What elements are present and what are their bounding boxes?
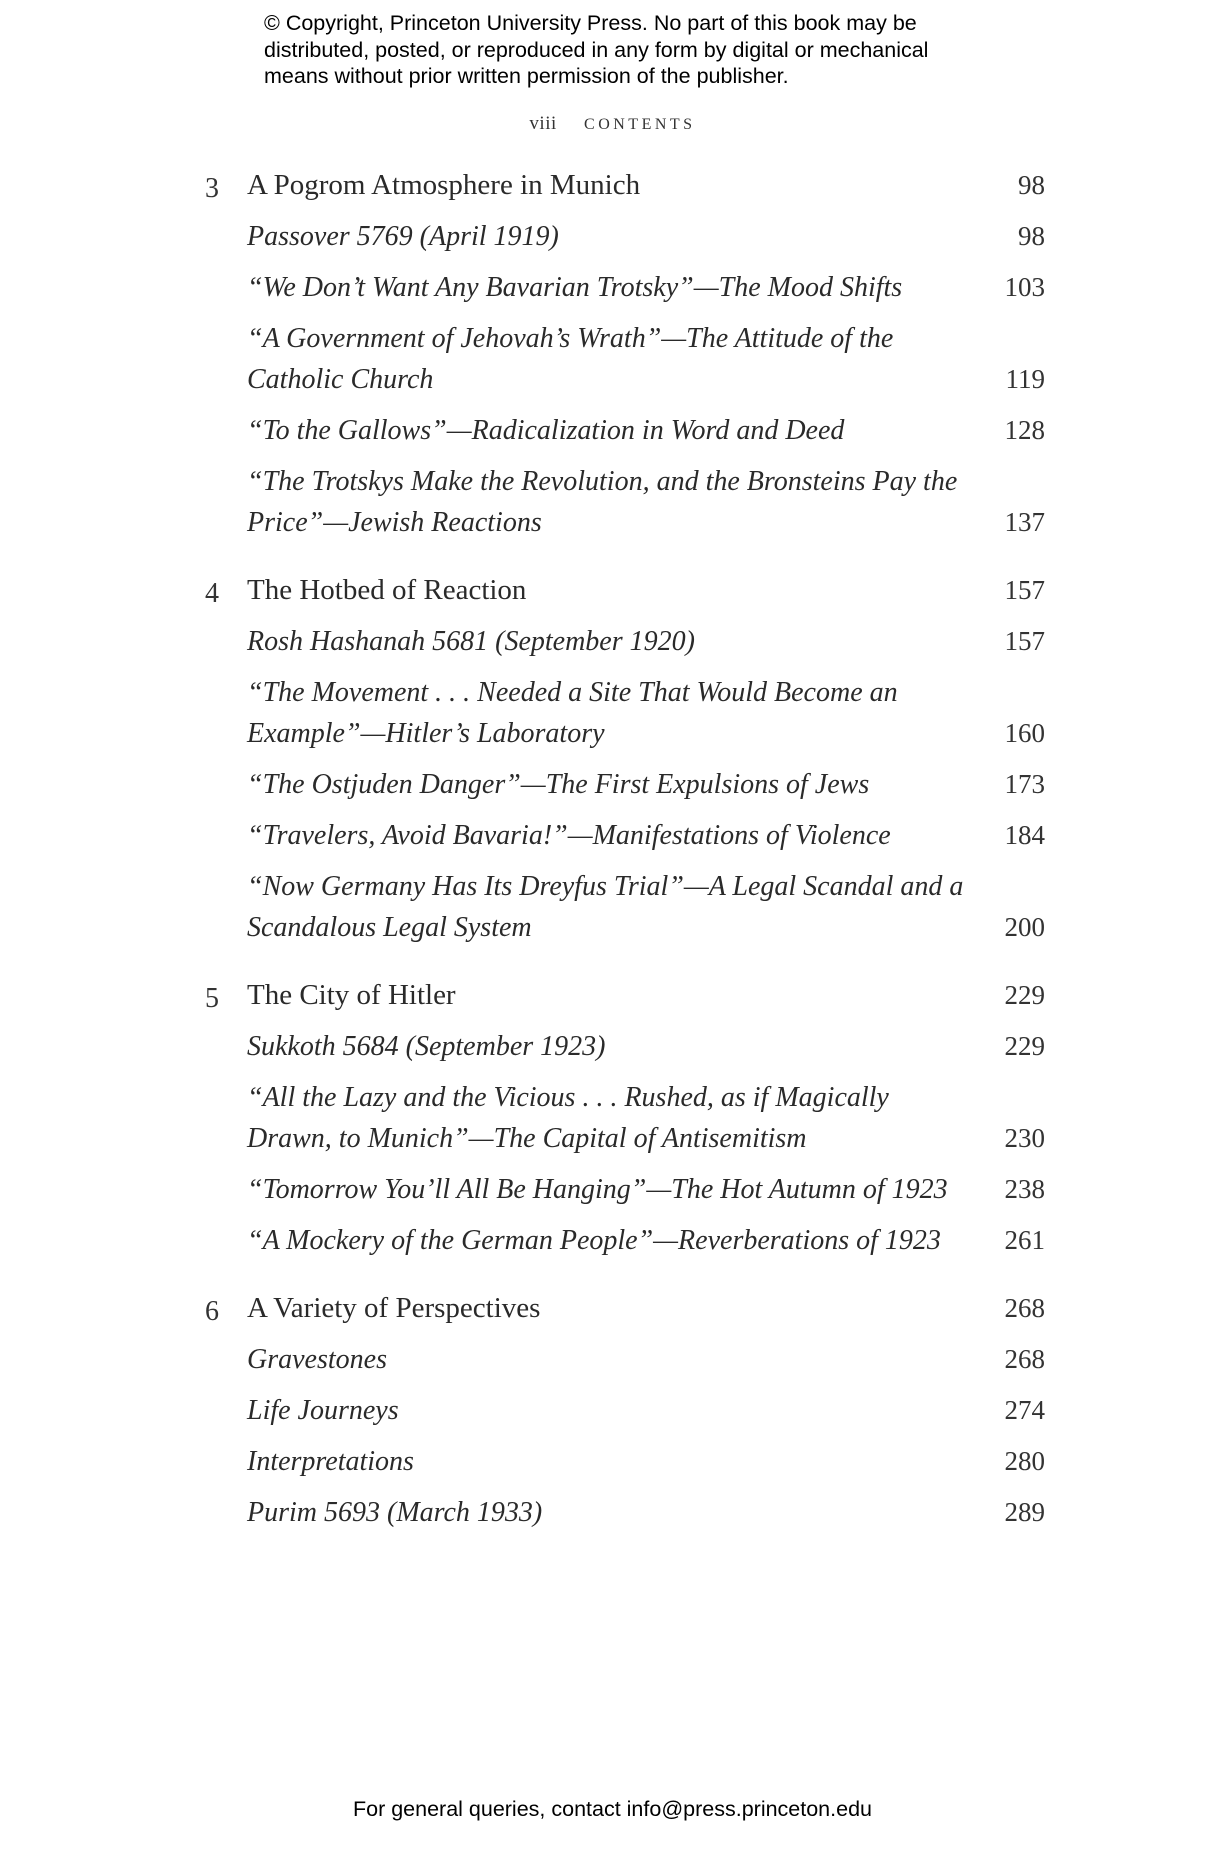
chapter-title: A Pogrom Atmosphere in Munich xyxy=(247,169,641,201)
section-row xyxy=(205,1441,1045,1482)
section-row xyxy=(205,318,1045,400)
chapter-number: 3 xyxy=(205,173,219,204)
section-title: “A Government of Jehovah’s Wrath”—The Attitude of the Catholic Church xyxy=(247,323,894,395)
page-number: 280 xyxy=(1004,1446,1045,1476)
section-row xyxy=(205,621,1045,662)
page-number: 261 xyxy=(1004,1225,1045,1255)
section-title: “The Ostjuden Danger”—The First Expulsions of Jews xyxy=(247,769,870,800)
chapter-title: The Hotbed of Reaction xyxy=(247,574,527,606)
running-head-title: CONTENTS xyxy=(584,116,696,133)
page-number: 230 xyxy=(1004,1123,1045,1153)
section-title: Sukkoth 5684 (September 1923) xyxy=(247,1031,606,1062)
chapter-3 xyxy=(205,165,1045,543)
page-number: 157 xyxy=(1004,575,1045,605)
section-row xyxy=(205,267,1045,308)
chapter-5 xyxy=(205,975,1045,1261)
section-title: “The Movement . . . Needed a Site That Would Become an Example”—Hitler’s Laboratory xyxy=(247,677,898,749)
page-number: 268 xyxy=(1004,1293,1045,1323)
section-row xyxy=(205,216,1045,257)
section-title: “A Mockery of the German People”—Reverberations of 1923 xyxy=(247,1225,941,1256)
section-row xyxy=(205,410,1045,451)
page-number: 200 xyxy=(1004,912,1045,942)
section-row xyxy=(205,1492,1045,1533)
section-row xyxy=(205,1220,1045,1261)
page-number: 173 xyxy=(1004,769,1045,799)
page-number: 238 xyxy=(1004,1174,1045,1204)
table-of-contents xyxy=(205,165,1045,1560)
section-title: Gravestones xyxy=(247,1344,387,1375)
section-title: “We Don’t Want Any Bavarian Trotsky”—The Mood Shifts xyxy=(247,272,903,303)
page-number: 268 xyxy=(1004,1344,1045,1374)
chapter-title: The City of Hitler xyxy=(247,979,456,1011)
section-title: Life Journeys xyxy=(247,1395,399,1426)
section-row xyxy=(205,1026,1045,1067)
section-row xyxy=(205,672,1045,754)
chapter-row xyxy=(205,165,1045,206)
chapter-4 xyxy=(205,570,1045,948)
page-number: 128 xyxy=(1004,415,1045,445)
page-number: 229 xyxy=(1004,1031,1045,1061)
page-number: 229 xyxy=(1004,980,1045,1010)
page-number: 98 xyxy=(1018,221,1045,251)
page-number: 103 xyxy=(1004,272,1045,302)
page-number: 274 xyxy=(1004,1395,1045,1425)
section-row xyxy=(205,1169,1045,1210)
section-row xyxy=(205,1390,1045,1431)
section-title: Rosh Hashanah 5681 (September 1920) xyxy=(247,626,695,657)
section-title: “The Trotskys Make the Revolution, and the Bronsteins Pay the Price”—Jewish Reactions xyxy=(247,466,958,538)
page-number: 137 xyxy=(1004,507,1045,537)
page-number: 184 xyxy=(1004,820,1045,850)
section-title: “Tomorrow You’ll All Be Hanging”—The Hot Autumn of 1923 xyxy=(247,1174,948,1205)
copyright-notice: © Copyright, Princeton University Press. No part of this book may be distributed, posted, or reproduced in any form by digital or mechanical means without prior written permission of the publisher. xyxy=(264,11,929,88)
section-title: “Travelers, Avoid Bavaria!”—Manifestations of Violence xyxy=(247,820,891,851)
section-title: Purim 5693 (March 1933) xyxy=(247,1497,543,1528)
page-number: 289 xyxy=(1004,1497,1045,1527)
running-head xyxy=(0,113,1225,135)
section-row xyxy=(205,461,1045,543)
chapter-number: 6 xyxy=(205,1296,219,1327)
section-title: Interpretations xyxy=(247,1446,414,1477)
chapter-number: 5 xyxy=(205,983,219,1014)
page-number: 98 xyxy=(1018,170,1045,200)
section-title: Passover 5769 (April 1919) xyxy=(247,221,559,252)
section-row xyxy=(205,1077,1045,1159)
page-number: 157 xyxy=(1004,626,1045,656)
chapter-row xyxy=(205,1288,1045,1329)
chapter-row xyxy=(205,975,1045,1016)
chapter-title: A Variety of Perspectives xyxy=(247,1292,541,1324)
page-number: 160 xyxy=(1004,718,1045,748)
section-row xyxy=(205,815,1045,856)
section-row xyxy=(205,764,1045,805)
section-title: “All the Lazy and the Vicious . . . Rushed, as if Magically Drawn, to Munich”—The Capital of Antisemitism xyxy=(247,1082,889,1154)
page-number: 119 xyxy=(1005,364,1045,394)
section-row xyxy=(205,866,1045,948)
chapter-row xyxy=(205,570,1045,611)
footer-contact: For general queries, contact info@press.princeton.edu xyxy=(352,1797,872,1821)
section-title: “Now Germany Has Its Dreyfus Trial”—A Legal Scandal and a Scandalous Legal System xyxy=(247,871,964,943)
chapter-6 xyxy=(205,1288,1045,1533)
section-title: “To the Gallows”—Radicalization in Word and Deed xyxy=(247,415,845,446)
section-row xyxy=(205,1339,1045,1380)
page-folio: viii xyxy=(529,113,557,134)
chapter-number: 4 xyxy=(205,578,219,609)
